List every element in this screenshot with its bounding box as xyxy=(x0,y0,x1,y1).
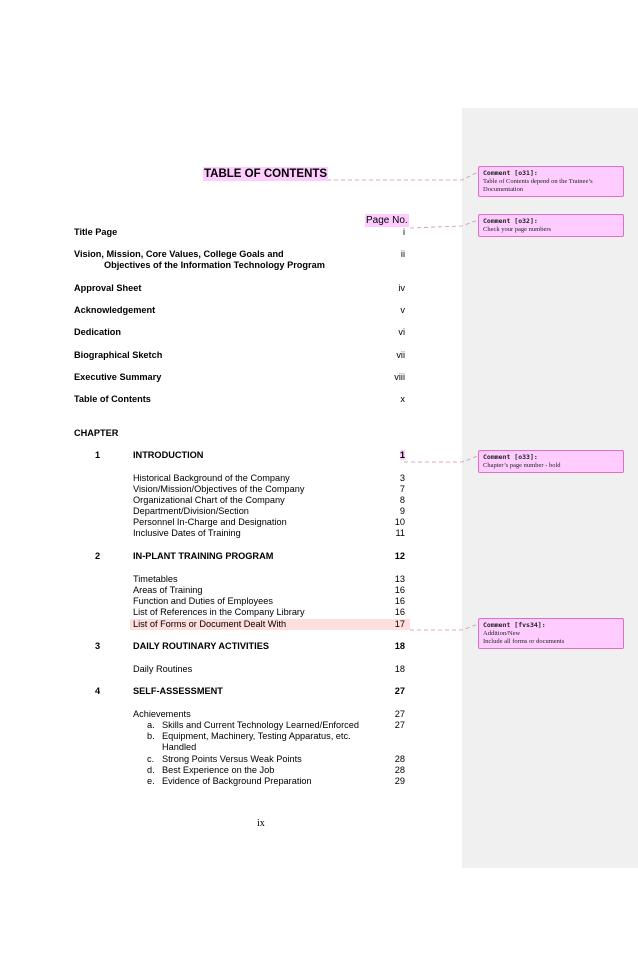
toc-entry-page: i xyxy=(402,227,405,237)
toc-subentry-page: 3 xyxy=(399,473,405,483)
toc-entry-title[interactable]: Biographical Sketch xyxy=(74,350,163,360)
toc-subentry-page: 9 xyxy=(399,506,405,516)
toc-subentry-title[interactable]: Areas of Training xyxy=(133,585,203,595)
toc-entry-page: ii xyxy=(400,249,405,259)
comment-body: Check your page numbers xyxy=(483,226,552,233)
toc-subitem-page: 27 xyxy=(394,720,405,730)
list-letter: e. xyxy=(147,776,155,786)
toc-subentry-title[interactable]: List of References in the Company Library xyxy=(133,607,305,617)
toc-subitem-title-cont: Handled xyxy=(162,742,197,752)
list-letter: c. xyxy=(147,754,155,764)
comment-header: Comment [fvs34]: xyxy=(483,621,546,629)
toc-subentry-title[interactable]: List of Forms or Document Dealt With xyxy=(133,619,287,629)
chapter-title[interactable]: SELF-ASSESSMENT xyxy=(133,686,223,696)
toc-subentry-page: 27 xyxy=(394,709,405,719)
document-title: TABLE OF CONTENTS xyxy=(204,168,328,180)
toc-subitem-title[interactable]: Evidence of Background Preparation xyxy=(162,776,312,786)
chapter-number: 1 xyxy=(95,450,101,460)
toc-subentry-title[interactable]: Achievements xyxy=(133,709,191,719)
toc-entry-title[interactable]: Table of Contents xyxy=(74,394,151,404)
chapter-page: 27 xyxy=(394,686,405,696)
chapter-page-value: 1 xyxy=(399,450,405,460)
comment-body: Chapter’s page number - bold xyxy=(483,462,561,469)
toc-subitem-title[interactable]: Equipment, Machinery, Testing Apparatus, etc. xyxy=(162,731,351,741)
toc-entry-title[interactable]: Vision, Mission, Core Values, College Goals and xyxy=(74,249,284,259)
toc-subentry-title[interactable]: Daily Routines xyxy=(133,664,193,674)
toc-subentry-page: 16 xyxy=(394,607,405,617)
comment-header: Comment [o32]: xyxy=(483,217,538,225)
toc-entry-page: viii xyxy=(394,372,405,382)
comment-balloon[interactable] xyxy=(478,214,624,237)
toc-subitem-page: 29 xyxy=(394,776,405,786)
toc-subentry-title[interactable]: Inclusive Dates of Training xyxy=(133,528,241,538)
toc-subentry-page: 10 xyxy=(394,517,405,527)
list-letter: a. xyxy=(147,720,155,730)
toc-entry-page: vii xyxy=(396,350,405,360)
toc-subitem-title[interactable]: Strong Points Versus Weak Points xyxy=(162,754,302,764)
toc-subentry-page: 16 xyxy=(394,596,405,606)
comment-header: Comment [o31]: xyxy=(483,169,538,177)
toc-subentry-title[interactable]: Department/Division/Section xyxy=(133,506,249,516)
toc-entry-page: vi xyxy=(398,327,405,337)
toc-entry-title[interactable]: Title Page xyxy=(74,227,118,237)
chapter-title[interactable]: IN-PLANT TRAINING PROGRAM xyxy=(133,551,274,561)
toc-subentry-page: 8 xyxy=(399,495,405,505)
toc-subentry-page: 17 xyxy=(394,619,405,629)
comment-body: Table of Contents depend on the Trainee’s Documentation xyxy=(483,178,593,193)
list-letter: d. xyxy=(147,765,155,775)
chapter-page: 18 xyxy=(394,641,405,651)
toc-subentry-page: 7 xyxy=(399,484,405,494)
toc-subentry-title[interactable]: Organizational Chart of the Company xyxy=(133,495,285,505)
chapter-number: 4 xyxy=(95,686,101,696)
toc-entry-title[interactable]: Approval Sheet xyxy=(74,283,142,293)
toc-subentry-title[interactable]: Function and Duties of Employees xyxy=(133,596,273,606)
toc-entry-page: v xyxy=(400,305,405,315)
toc-subitem-title[interactable]: Best Experience on the Job xyxy=(162,765,275,775)
chapter-page: 12 xyxy=(394,551,405,561)
toc-entry-title[interactable]: Dedication xyxy=(74,327,121,337)
chapter-section-label: CHAPTER xyxy=(74,428,119,438)
toc-subitem-title[interactable]: Skills and Current Technology Learned/Enforced xyxy=(162,720,359,730)
toc-entry-title-cont: Objectives of the Information Technology Program xyxy=(104,260,325,270)
page-footer-number: ix xyxy=(257,818,265,829)
toc-entry-page: iv xyxy=(398,283,405,293)
chapter-number: 3 xyxy=(95,641,101,651)
chapter-page xyxy=(375,450,405,461)
toc-subitem-page: 28 xyxy=(394,754,405,764)
toc-subentry-page: 13 xyxy=(394,574,405,584)
toc-subentry-title[interactable]: Timetables xyxy=(133,574,178,584)
chapter-number: 2 xyxy=(95,551,101,561)
toc-entry-page: x xyxy=(400,394,405,404)
toc-subentry-page: 11 xyxy=(395,528,405,538)
page-number-header: Page No. xyxy=(366,215,408,226)
comment-body: Include all forms or documents xyxy=(483,638,565,645)
comment-header: Comment [o33]: xyxy=(483,453,538,461)
comment-body: Addition/New xyxy=(483,630,521,637)
toc-subentry-page: 18 xyxy=(394,664,405,674)
toc-subentry-title[interactable]: Vision/Mission/Objectives of the Company xyxy=(133,484,305,494)
toc-subentry-page: 16 xyxy=(394,585,405,595)
comment-balloon[interactable] xyxy=(478,618,624,649)
toc-subentry-title[interactable]: Historical Background of the Company xyxy=(133,473,290,483)
toc-entry-title[interactable]: Executive Summary xyxy=(74,372,162,382)
chapter-title[interactable]: INTRODUCTION xyxy=(133,450,204,460)
list-letter: b. xyxy=(147,731,155,741)
toc-subitem-page: 28 xyxy=(394,765,405,775)
toc-entry-title[interactable]: Acknowledgement xyxy=(74,305,156,315)
comment-balloon[interactable] xyxy=(478,450,624,473)
toc-subentry-title[interactable]: Personnel In-Charge and Designation xyxy=(133,517,287,527)
chapter-title[interactable]: DAILY ROUTINARY ACTIVITIES xyxy=(133,641,269,651)
comment-balloon[interactable] xyxy=(478,166,624,197)
